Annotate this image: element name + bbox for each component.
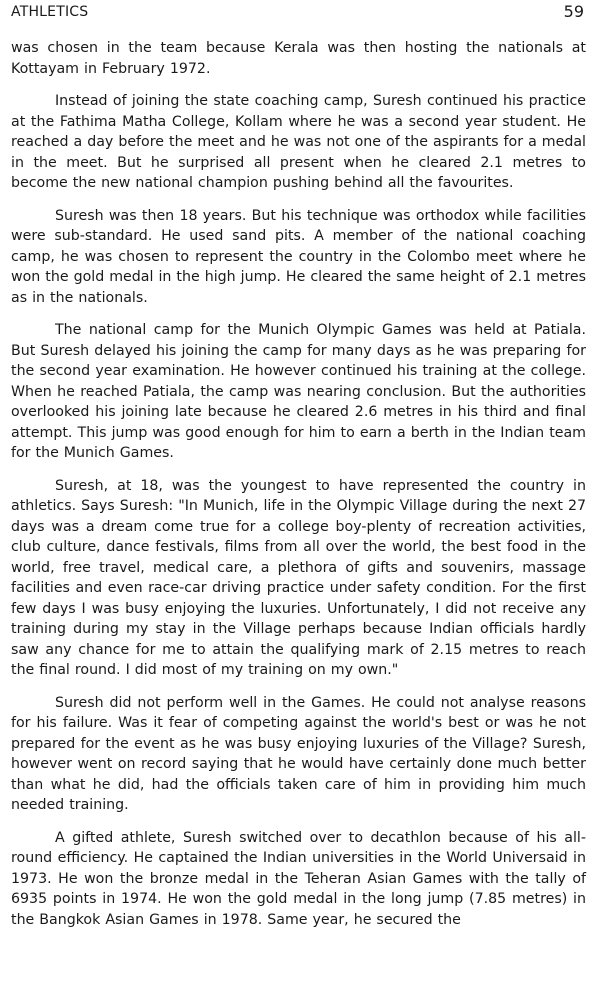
paragraph-decathlon: A gifted athlete, Suresh switched over to decathlon because of his all-round efficiency. He captained the Indian universities in the World Universaid in 1973. He won the bronze medal in the Teheran Asian Games with the tally of 6935 points in 1974. He won the gold medal in the long jump (7.85 metres) in the Bangkok Asian Games in 1978. Same year, he secured the: [11, 829, 586, 928]
paragraph-continued: was chosen in the team because Kerala was then hosting the nationals at Kottayam in February 1972.: [11, 40, 586, 77]
paragraph-state-coaching-camp: Instead of joining the state coaching camp, Suresh continued his practice at the Fathima Matha College, Kollam where he was a second year student. He reached a day before the meet and he was not one of the aspirants for a medal in the meet. But he surprised all present when he cleared 2.1 metres to become the new national champion pushing behind all the favourites.: [11, 93, 586, 191]
page-number: 59: [563, 2, 584, 21]
paragraph-munich-camp: The national camp for the Munich Olympic Games was held at Patiala. But Suresh delayed his joining the camp for many days as he was preparing for the second year examination. He however continued his training at the college. When he reached Patiala, the camp was nearing conclusion. But the authorities overlooked his joining late because he cleared 2.6 metres in his third and final attempt. This jump was good enough for him to earn a berth in the Indian team for the Munich Games.: [11, 322, 586, 461]
body-text: [11, 38, 586, 930]
running-header: [11, 0, 586, 30]
paragraph-olympic-village-quote: Suresh, at 18, was the youngest to have represented the country in athletics. Says Suresh: "In Munich, life in the Olympic Village during the next 27 days was a dream come true for a college boy-plenty of recreation activities, club culture, dance festivals, films from all over the world, the best food in the world, free travel, medical care, a plethora of gifts and souvenirs, massage facilities and even race-car driving practice under safety condition. For the first few days I was busy enjoying the luxuries. Unfortunately, I did not receive any training during my stay in the Village perhaps because Indian officials hardly saw any chance for me to attain the qualifying mark of 2.15 metres to reach the final round. I did most of my training on my own.": [11, 477, 586, 678]
running-title: ATHLETICS: [11, 4, 89, 20]
paragraph-games-performance: Suresh did not perform well in the Games. He could not analyse reasons for his failure. Was it fear of competing against the world's best or was he not prepared for the event as he was busy enjoying luxuries of the Village? Suresh, however went on record saying that he would have certainly done much better than what he did, had the officials taken care of him in providing him much needed training.: [11, 694, 586, 813]
paragraph-colombo-meet: Suresh was then 18 years. But his technique was orthodox while facilities were sub-standard. He used sand pits. A member of the national coaching camp, he was chosen to represent the country in the Colombo meet where he won the gold medal in the high jump. He cleared the same height of 2.1 metres as in the nationals.: [11, 207, 586, 306]
